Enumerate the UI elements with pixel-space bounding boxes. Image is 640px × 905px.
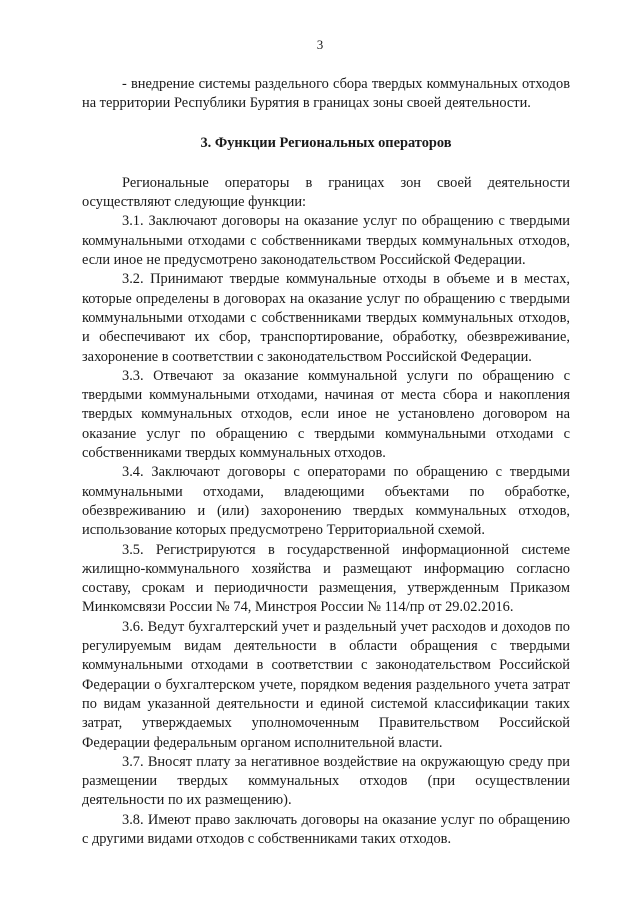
- function-item-3-1: 3.1. Заключают договоры на оказание услуг по обращению с твердыми коммунальными отходами с собственниками твердых коммунальных отходов, если иное не предусмотрено законодательством Российской Федерации.: [82, 213, 570, 269]
- function-item-3-7: 3.7. Вносят плату за негативное воздействие на окружающую среду при размещении твердых коммунальных отходов (при осуществлении деятельности по их размещению).: [82, 753, 570, 809]
- function-item-3-8: 3.8. Имеют право заключать договоры на оказание услуг по обращению с другими видами отходов с собственниками таких отходов.: [82, 811, 570, 847]
- page-number: 3: [316, 37, 324, 52]
- function-item-3-4: 3.4. Заключают договоры с операторами по обращению с твердыми коммунальными отходами, владеющими объектами по обработке, обезвреживанию и (или) захоронению твердых коммунальных отходов, использование которых предусмотрено Территориальной схемой.: [82, 464, 570, 539]
- section-heading: 3. Функции Региональных операторов: [200, 134, 452, 151]
- function-item-3-6: 3.6. Ведут бухгалтерский учет и раздельный учет расходов и доходов по регулируемым видам деятельности в области обращения с твердыми коммунальными отходами в соответствии с законодательством Российской Федерации о бухгалтерском учете, порядком ведения раздельного учета затрат по видам указанной деятельности и единой системой классификации таких затрат, утверждаемых уполномоченным Правительством Российской Федерации федеральным органом исполнительной власти.: [82, 618, 570, 751]
- function-item-3-3: 3.3. Отвечают за оказание коммунальной услуги по обращению с твердыми коммунальными отходами, начиная от места сбора и накопления твердых коммунальных отходов, если иное не установлено договором на оказание услуг по обращению с твердыми коммунальными отходами с собственниками твердых коммунальных отходов.: [82, 367, 570, 462]
- intro-list-item: - внедрение системы раздельного сбора твердых коммунальных отходов на территории Республики Бурятия в границах зоны своей деятельности.: [82, 76, 570, 112]
- page-content: [82, 75, 570, 849]
- function-item-3-5: 3.5. Регистрируются в государственной информационной системе жилищно-коммунального хозяйства и размещают информацию согласно составу, срокам и периодичности размещения, утвержденным Приказом Минкомсвязи России № 74, Минстроя России № 114/пр от 29.02.2016.: [82, 541, 570, 616]
- function-item-3-2: 3.2. Принимают твердые коммунальные отходы в объеме и в местах, которые определены в договорах на оказание услуг по обращению с твердыми коммунальными отходами с собственниками твердых коммунальных отходов, и обеспечивают их сбор, транспортирование, обработку, обезвреживание, захоронение в соответствии с законодательством Российской Федерации.: [82, 271, 570, 365]
- section-lead: Региональные операторы в границах зон своей деятельности осуществляют следующие функции:: [82, 174, 570, 211]
